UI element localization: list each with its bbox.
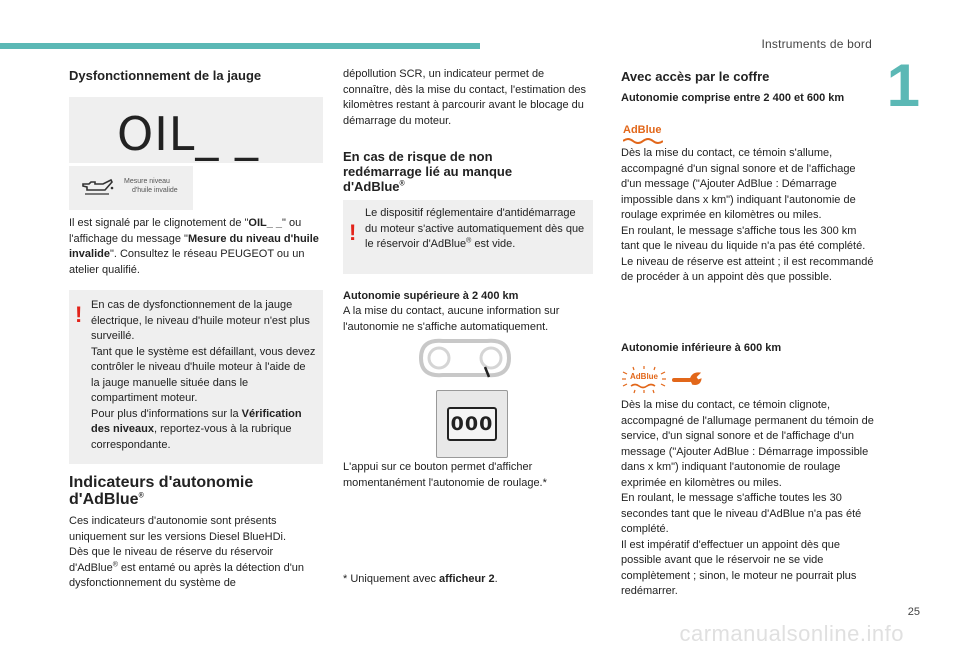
dashboard-icon (415, 333, 515, 383)
col1-title: Dysfonctionnement de la jauge (69, 68, 262, 83)
oil-display-text: OIL_ _ (117, 107, 260, 161)
autonomy-over-2400-text: A la mise du contact, aucune information sur l'autonomie ne s'affiche automatiquement. (343, 305, 560, 333)
restart-risk-title: En cas de risque de non redémarrage lié au manque d'AdBlue® (343, 149, 513, 194)
watermark: carmanualsonline.info (679, 621, 904, 646)
warning-mark-icon: ! (75, 302, 83, 327)
oil-warning-label: Mesure niveau d'huile invalide (124, 178, 178, 194)
adblue-intro-paragraph: Ces indicateurs d'autonomie sont présents uniquement sur les versions Diesel BlueHDi. Dès que le niveau de réserve du réservoir d'AdBlue® est entamé ou après la détection d'un dysfonctionnement du système de (69, 515, 305, 589)
antistart-warning-box (343, 200, 593, 274)
autonomy-2400-600-text: Dès la mise du contact, ce témoin s'allume, accompagné d'un signal sonore et de l'affichage d'un message ("Ajouter AdBlue : Démarrage impossible dans x km") indiquant l'autonomie de roulage exprimée en kilomètres ou miles. En roulant, le message s'affiche tous les 300 km tant que le niveau du liquide n'a pas été complété. Le niveau de réserve est atteint ; il est recommandé de procéder à un appoint dès que possible. (621, 147, 874, 283)
oil-can-icon (81, 178, 115, 196)
adblue-icon: AdBlue (621, 124, 667, 146)
button-explanation-text: L'appui sur ce bouton permet d'afficher momentanément l'autonomie de roulage.* (343, 461, 547, 489)
adblue-blinking-icon: AdBlue (621, 366, 667, 394)
service-wrench-icon (672, 368, 702, 388)
adblue-section-title: Indicateurs d'autonomie d'AdBlue® (69, 474, 254, 508)
oil-paragraph: Il est signalé par le clignotement de "OIL_ _" ou l'affichage du message "Mesure du niveau d'huile invalide". Consultez le réseau PEUGEOT ou un atelier qualifié. (69, 217, 319, 276)
autonomy-display-button[interactable] (436, 390, 508, 458)
trunk-access-title: Avec accès par le coffre (621, 69, 770, 84)
footnote: * Uniquement avec afficheur 2. (343, 573, 498, 585)
section-title: Instruments de bord (761, 37, 872, 51)
oil-warning-text: En cas de dysfonctionnement de la jauge électrique, le niveau d'huile moteur n'est plus surveillé. Tant que le système est défaillant, vous devez contrôler le niveau d'huile moteur à l'aide de la jauge manuelle située dans le compartiment moteur. Pour plus d'informations sur la Vérification des niveaux, reportez-vous à la rubrique correspondante. (91, 299, 316, 451)
top-accent-bar (0, 43, 480, 49)
oil-warning-figure (69, 166, 193, 210)
oil-warning-box (69, 290, 323, 464)
autonomy-under-600-text: Dès la mise du contact, ce témoin clignote, accompagné de l'allumage permanent du témoin de service, d'un signal sonore et de l'affichage d'un message ("Ajouter AdBlue : Démarrage impossible dans x km") indiquant l'autonomie de roulage exprimée en kilomètres ou miles. En roulant, le message s'affiche toutes les 30 secondes tant que le niveau d'AdBlue n'a pas été complété. Il est impératif d'effectuer un appoint dès que possible avant que le réservoir ne se vide complètement ; sinon, le moteur ne pourrait plus redémarrer. (621, 399, 874, 597)
oil-display-figure (69, 97, 323, 163)
autonomy-under-600-heading: Autonomie inférieure à 600 km (621, 342, 782, 354)
autonomy-over-2400-heading: Autonomie supérieure à 2 400 km (343, 290, 519, 302)
adblue-wave-icon (623, 137, 663, 145)
antistart-warning-text: Le dispositif réglementaire d'antidémarrage du moteur s'active automatiquement dès que le réservoir d'AdBlue® est vide. (365, 207, 585, 250)
warning-mark-icon-2: ! (349, 220, 357, 245)
autonomy-2400-600-heading: Autonomie comprise entre 2 400 et 600 km (621, 92, 845, 104)
autonomy-button-label: 000 (447, 407, 497, 441)
page-number: 25 (907, 606, 920, 618)
chapter-number: 1 (886, 52, 920, 119)
adblue-intro-continued: dépollution SCR, un indicateur permet de connaître, dès la mise du contact, l'estimation des kilomètres restant à parcourir avant le blocage du démarrage du moteur. (343, 68, 587, 127)
